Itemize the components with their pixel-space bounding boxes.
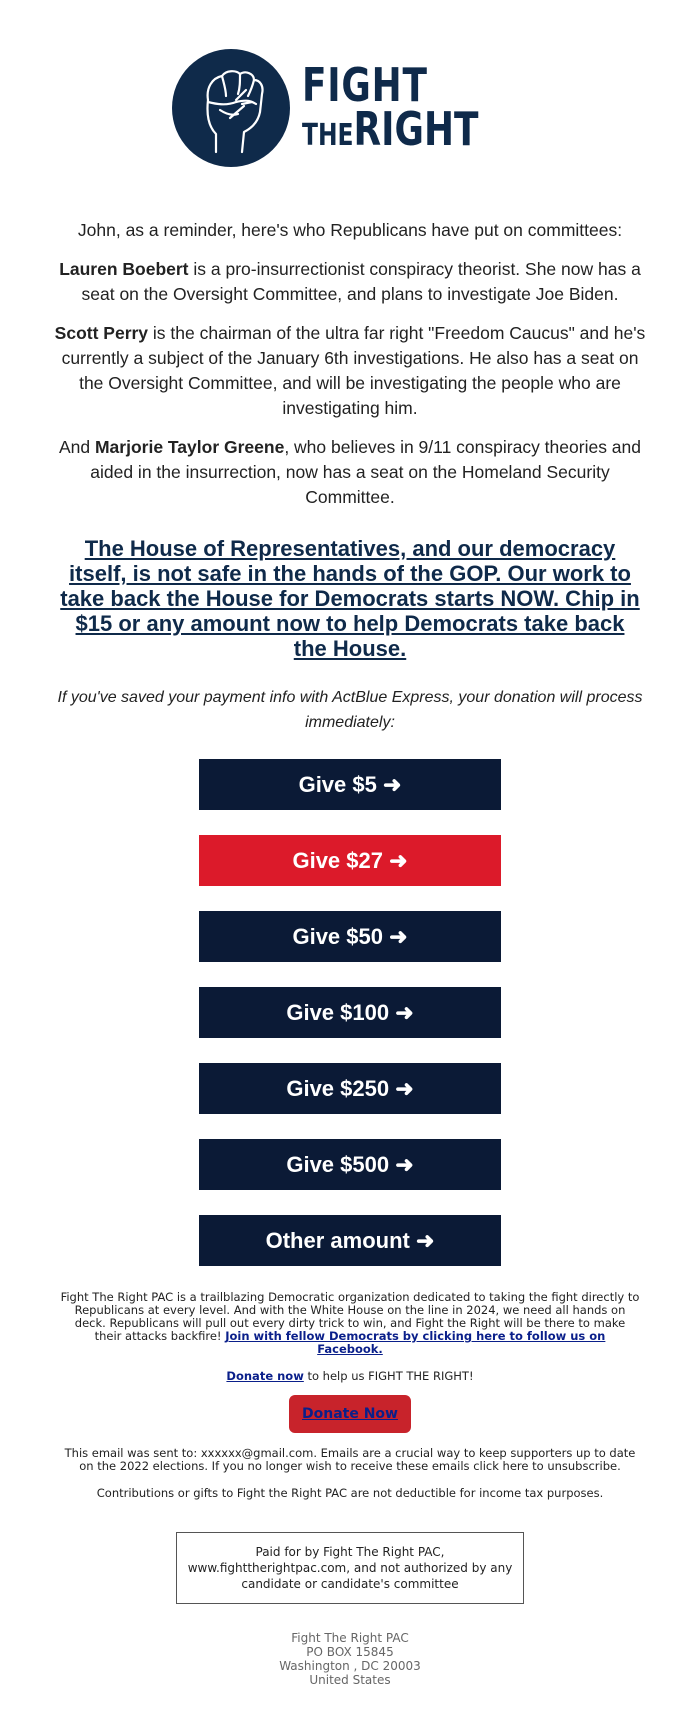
logo-word-the: THE bbox=[301, 118, 354, 153]
address-line: United States bbox=[309, 1673, 391, 1687]
boebert-text: is a pro-insurrectionist conspiracy theorist. She now has a seat on the Oversight Committee, and plans to investigate Joe Biden. bbox=[81, 259, 641, 304]
raised-fist-icon bbox=[172, 49, 290, 167]
donate-line bbox=[50, 1370, 650, 1383]
tax-notice: Contributions or gifts to Fight the Right PAC are not deductible for income tax purposes. bbox=[96, 1486, 604, 1500]
address-line: PO BOX 15845 bbox=[306, 1645, 394, 1659]
logo-word-right: RIGHT bbox=[353, 102, 479, 156]
give-250-button[interactable]: Give $250 ➜ bbox=[199, 1063, 501, 1114]
donate-now-button[interactable]: Donate Now bbox=[289, 1395, 411, 1433]
give-100-button[interactable]: Give $100 ➜ bbox=[199, 987, 501, 1038]
logo[interactable] bbox=[50, 0, 650, 168]
footer bbox=[50, 1291, 650, 1687]
other-amount-button[interactable]: Other amount ➜ bbox=[199, 1215, 501, 1266]
boebert-paragraph bbox=[50, 257, 650, 307]
address-line: Fight The Right PAC bbox=[291, 1631, 409, 1645]
give-27-button[interactable]: Give $27 ➜ bbox=[199, 835, 501, 886]
logo-line-fight: FIGHT bbox=[301, 58, 428, 113]
about-description: Fight The Right PAC is a trailblazing Democratic organization dedicated to taking the fight directly to Republicans at every level. And with the White House on the line in 2024, we need all hands on deck. Republicans will pull out every dirty trick to win, and Fight the Right will be there to make their attacks backfire! bbox=[60, 1290, 640, 1343]
about-text bbox=[50, 1291, 650, 1356]
sent-to-notice: This email was sent to: xxxxxx@gmail.com. Emails are a crucial way to keep supporters up to date on the 2022 elections. If you no longer wish to receive these emails click here to unsubscribe. bbox=[64, 1446, 636, 1473]
boebert-name: Lauren Boebert bbox=[59, 259, 189, 279]
paid-for-disclaimer: Paid for by Fight The Right PAC, www.fighttherightpac.com, and not authorized by any candidate or candidate's committee bbox=[176, 1532, 524, 1604]
perry-text: is the chairman of the ultra far right "Freedom Caucus" and he's currently a subject of the January 6th investigations. He also has a seat on the Oversight Committee, and will be investigating the people who are investigating him. bbox=[61, 323, 646, 418]
give-500-button[interactable]: Give $500 ➜ bbox=[199, 1139, 501, 1190]
intro-paragraph: John, as a reminder, here's who Republicans have put on committees: bbox=[77, 220, 623, 240]
perry-name: Scott Perry bbox=[54, 323, 149, 343]
mailing-address bbox=[50, 1631, 650, 1687]
address-line: Washington , DC 20003 bbox=[279, 1659, 421, 1673]
perry-paragraph bbox=[50, 321, 650, 421]
greene-name: Marjorie Taylor Greene bbox=[94, 437, 285, 457]
donate-now-link[interactable]: Donate now bbox=[226, 1369, 304, 1383]
give-50-button[interactable]: Give $50 ➜ bbox=[199, 911, 501, 962]
give-5-button[interactable]: Give $5 ➜ bbox=[199, 759, 501, 810]
donate-suffix: to help us FIGHT THE RIGHT! bbox=[303, 1369, 474, 1383]
logo-line-the-right bbox=[301, 102, 479, 156]
cta-link[interactable]: The House of Representatives, and our democracy itself, is not safe in the hands of the GOP. Our work to take back the House for Democrats starts NOW. Chip in $15 or any amount now to help Democrats take back the House. bbox=[60, 536, 640, 661]
facebook-link[interactable]: Join with fellow Democrats by clicking here to follow us on Facebook. bbox=[225, 1329, 606, 1356]
greene-text: , who believes in 9/11 conspiracy theories and aided in the insurrection, now has a seat on the Homeland Security Committee. bbox=[90, 437, 642, 507]
email-container bbox=[50, 0, 650, 1687]
logo-wordmark bbox=[301, 58, 528, 156]
actblue-express-note: If you've saved your payment info with ActBlue Express, your donation will process immediately: bbox=[57, 689, 643, 731]
greene-prefix: And bbox=[58, 437, 95, 457]
donation-buttons bbox=[50, 759, 650, 1266]
greene-paragraph bbox=[50, 435, 650, 510]
